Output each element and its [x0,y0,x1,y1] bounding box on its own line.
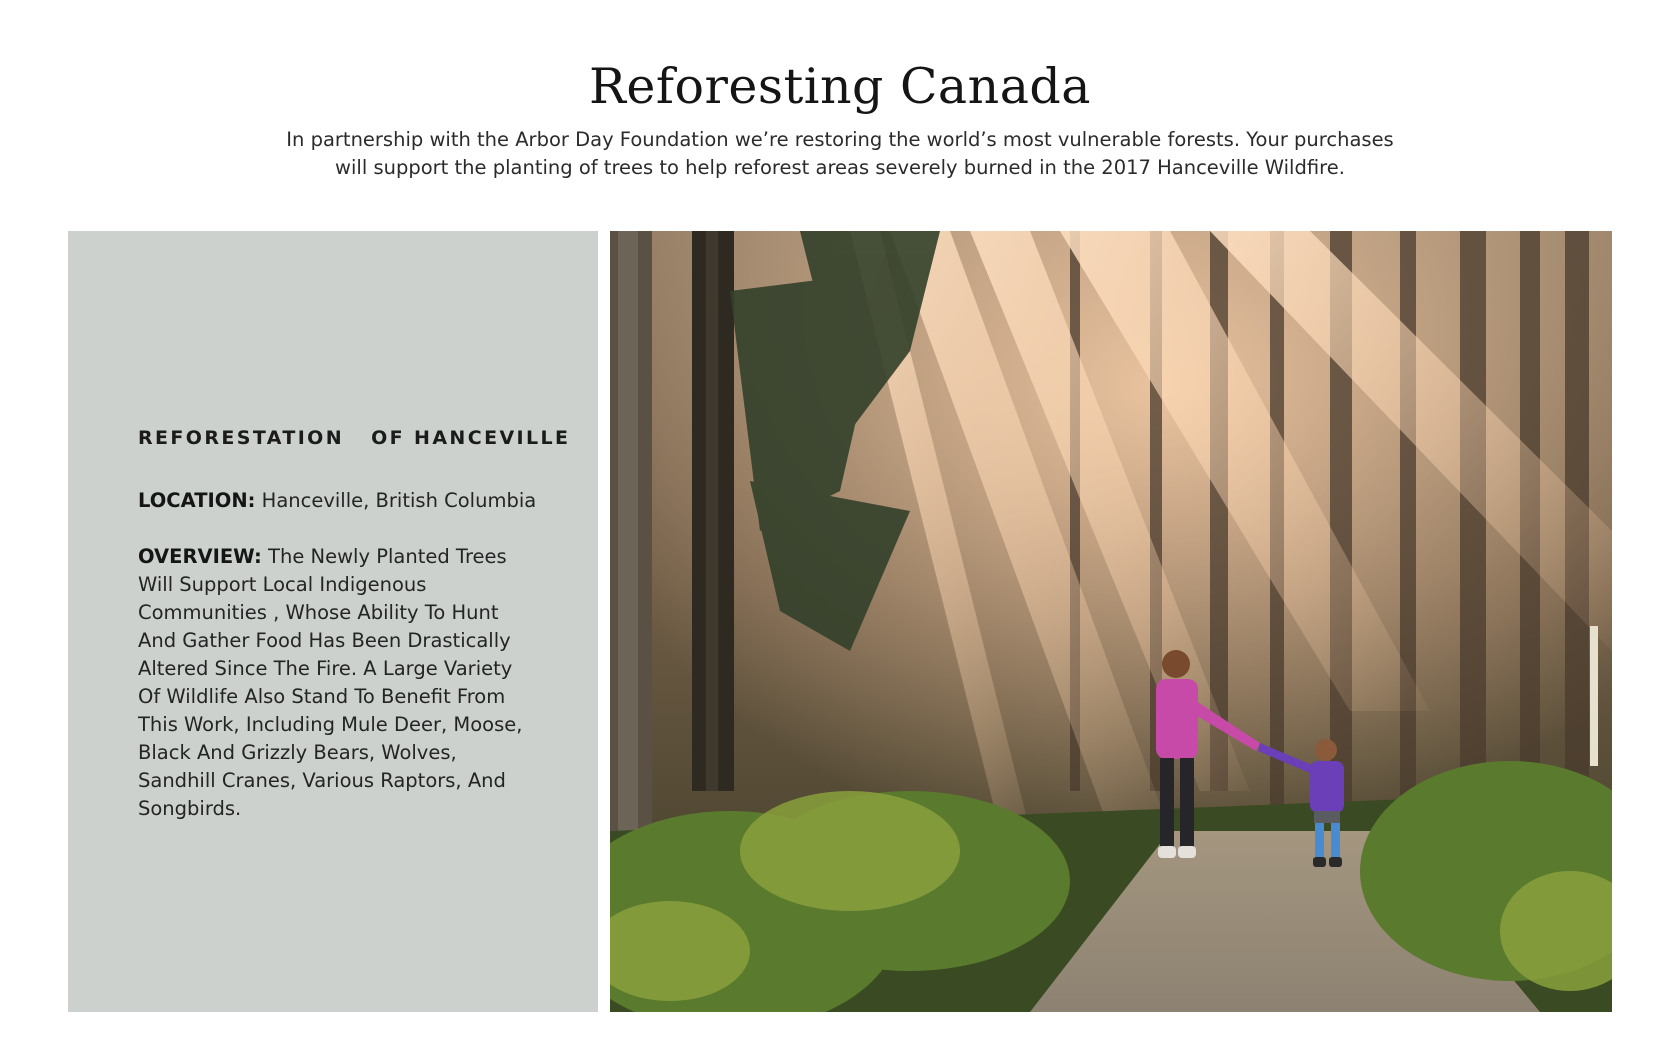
overview-text [138,543,538,823]
overview-value: The Newly Planted Trees Will Support Local Indigenous Communities , Whose Ability To Hunt And Gather Food Has Been Drastically Altered Since The Fire. A Large Variety Of Wildlife Also Stand To Benefit From This Work, Including Mule Deer, Moose, Black And Grizzly Bears, Wolves, Sandhill Cranes, Various Raptors, And Songbirds. [138,545,523,820]
page-title: Reforesting Canada [588,58,1091,115]
location-value: Hanceville, British Columbia [255,489,537,512]
forest-photo [610,231,1612,1012]
location-text [138,487,538,515]
project-info-panel [68,231,598,1012]
forest-photo-illustration [610,231,1612,1012]
project-heading: REFORESTATION OF HANCEVILLE [138,427,571,449]
overview-label: OVERVIEW: [138,545,262,568]
location-label: LOCATION: [138,489,256,512]
intro-text: In partnership with the Arbor Day Foundation we’re restoring the world’s most vulnerable forests. Your purchases will support the planting of trees to help reforest areas severely burned in the 2017 Hanceville Wildfire. [286,128,1394,179]
